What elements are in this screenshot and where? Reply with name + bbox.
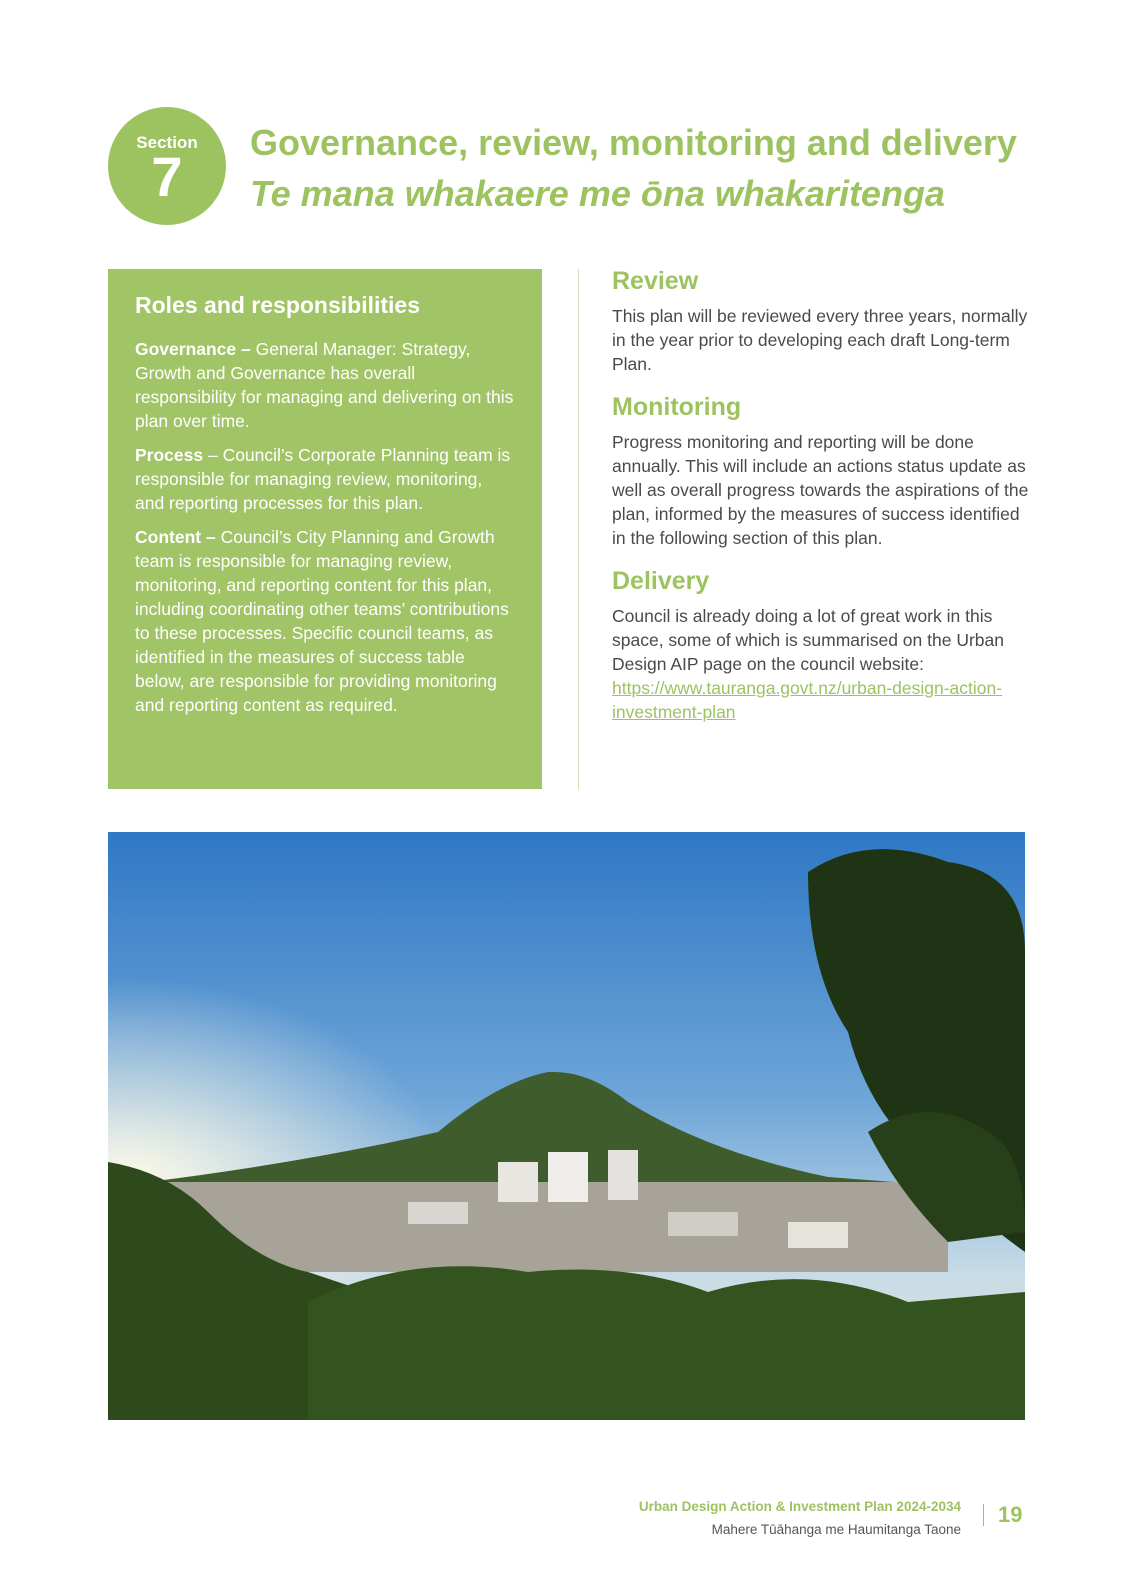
footer-separator: [983, 1504, 984, 1526]
footer-title: Urban Design Action & Investment Plan 2024-2034: [638, 1499, 961, 1514]
page-title: Governance, review, monitoring and delivery: [250, 122, 1017, 163]
roles-term: Content –: [135, 527, 216, 547]
roles-text: General Manager: Strategy, Growth and Governance has overall responsibility for managing and delivering on this plan over time.: [135, 339, 514, 431]
council-website-link[interactable]: https://www.tauranga.govt.nz/urban-design-action-investment-plan: [612, 678, 1003, 722]
right-column: [612, 266, 1032, 740]
roles-box: [108, 269, 542, 789]
roles-term: Process: [135, 445, 204, 465]
monitoring-text: Progress monitoring and reporting will be done annually. This will include an actions status update as well as overall progress towards the aspirations of the plan, informed by the measures of success identified in the following section of this plan.: [612, 432, 1029, 548]
review-text: This plan will be reviewed every three years, normally in the year prior to developing each draft Long-term Plan.: [612, 306, 1028, 374]
roles-term: Governance –: [135, 339, 251, 359]
delivery-paragraph: [612, 604, 1032, 724]
page-number: 19: [998, 1502, 1023, 1527]
landscape-photo: [108, 832, 1025, 1420]
column-divider: [578, 269, 579, 789]
delivery-heading: Delivery: [612, 567, 710, 595]
delivery-text: Council is already doing a lot of great work in this space, some of which is summarised on the Urban Design AIP page on the council website:: [612, 606, 1004, 674]
roles-text: – Council’s Corporate Planning team is responsible for managing review, monitoring, and reporting processes for this plan.: [135, 445, 511, 513]
section-label: Section: [136, 133, 198, 152]
monitoring-heading: Monitoring: [612, 393, 742, 421]
roles-item-governance: [135, 337, 516, 433]
roles-heading: Roles and responsibilities: [135, 292, 421, 318]
section-number: 7: [151, 145, 183, 208]
page-subtitle: Te mana whakaere me ōna whakaritenga: [250, 173, 945, 214]
roles-item-process: [135, 443, 516, 515]
roles-item-content: [135, 525, 516, 717]
review-heading: Review: [612, 267, 699, 295]
section-badge: [108, 107, 226, 225]
footer-subtitle: Mahere Tūāhanga me Haumitanga Taone: [711, 1522, 961, 1537]
roles-text: Council’s City Planning and Growth team is responsible for managing review, monitoring, and reporting content for this plan, including coordinating other teams’ contributions to these processes. Specific council teams, as identified in the measures of success table below, are responsible for providing monitoring and reporting content as required.: [135, 527, 509, 715]
